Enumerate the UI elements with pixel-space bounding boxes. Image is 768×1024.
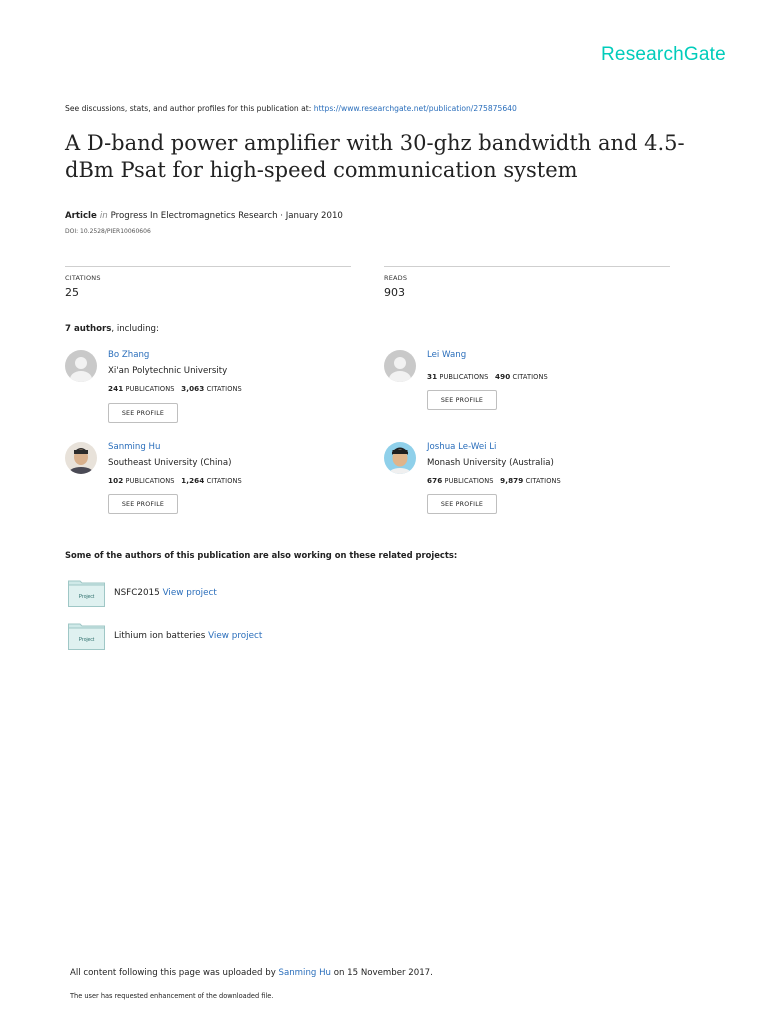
citations-label: CITATIONS (65, 274, 101, 282)
project-folder-icon (68, 579, 105, 607)
citations-label: CITATIONS (525, 477, 561, 485)
project-folder-icon (68, 622, 105, 650)
enhancement-note: The user has requested enhancement of the downloaded file. (70, 992, 274, 1000)
svg-text:Project: Project (78, 637, 95, 643)
citations-label: CITATIONS (512, 373, 548, 381)
publications-label: PUBLICATIONS (444, 477, 494, 485)
project-item (114, 631, 262, 641)
author-name-link[interactable]: Lei Wang (427, 350, 467, 360)
upload-suffix: on 15 November 2017. (333, 968, 433, 978)
paper-title (65, 130, 715, 184)
author-photo-icon[interactable] (384, 442, 416, 474)
author-name-link[interactable]: Sanming Hu (108, 442, 161, 452)
authors-count: 7 authors (65, 324, 112, 334)
venue: Progress In Electromagnetics Research · January 2010 (110, 211, 343, 221)
author-stats (108, 384, 242, 393)
publication-url-link[interactable]: https://www.researchgate.net/publication/275875640 (313, 104, 517, 113)
citations-count: 3,063 (181, 384, 205, 393)
view-project-link[interactable]: View project (162, 588, 217, 598)
see-profile-button[interactable]: SEE PROFILE (108, 403, 178, 423)
discussion-text: See discussions, stats, and author profiles for this publication at: (65, 104, 312, 113)
publications-label: PUBLICATIONS (125, 477, 175, 485)
researchgate-logo[interactable]: ResearchGate (601, 44, 726, 65)
see-profile-button[interactable]: SEE PROFILE (427, 494, 497, 514)
author-name-link[interactable]: Joshua Le-Wei Li (427, 442, 497, 452)
reads-label: READS (384, 274, 408, 282)
discussion-note (65, 104, 517, 113)
project-name: Lithium ion batteries (114, 631, 206, 641)
reads-value: 903 (384, 286, 405, 299)
view-project-link[interactable]: View project (208, 631, 263, 641)
citations-value: 25 (65, 286, 79, 299)
uploader-link[interactable]: Sanming Hu (278, 968, 331, 978)
publications-label: PUBLICATIONS (125, 385, 175, 393)
author-affiliation: Monash University (Australia) (427, 458, 554, 468)
upload-prefix: All content following this page was uploaded by (70, 968, 276, 978)
author-affiliation: Southeast University (China) (108, 458, 232, 468)
publications-count: 102 (108, 476, 124, 485)
project-name: NSFC2015 (114, 588, 160, 598)
doi: DOI: 10.2528/PIER10060606 (65, 228, 151, 235)
article-type: Article (65, 211, 97, 221)
in-word: in (99, 211, 108, 221)
author-name-link[interactable]: Bo Zhang (108, 350, 150, 360)
author-stats (427, 476, 561, 485)
avatar-placeholder-icon[interactable] (65, 350, 97, 382)
related-projects-heading: Some of the authors of this publication are also working on these related projects: (65, 550, 458, 560)
citations-label: CITATIONS (206, 477, 242, 485)
author-stats (427, 372, 548, 381)
upload-note (70, 968, 433, 978)
divider (65, 266, 351, 267)
authors-heading (65, 324, 159, 334)
publications-label: PUBLICATIONS (439, 373, 489, 381)
svg-text:Project: Project (78, 594, 95, 600)
divider (384, 266, 670, 267)
author-stats (108, 476, 242, 485)
authors-including: , including: (111, 324, 159, 334)
citations-count: 9,879 (500, 476, 524, 485)
citations-label: CITATIONS (206, 385, 242, 393)
publications-count: 241 (108, 384, 124, 393)
publications-count: 31 (427, 372, 438, 381)
see-profile-button[interactable]: SEE PROFILE (427, 390, 497, 410)
citations-count: 1,264 (181, 476, 205, 485)
avatar-placeholder-icon[interactable] (384, 350, 416, 382)
author-affiliation: Xi'an Polytechnic University (108, 366, 228, 376)
publications-count: 676 (427, 476, 443, 485)
project-item (114, 588, 217, 598)
title-line-1: A D-band power amplifier with 30-ghz bandwidth and 4.5- (65, 131, 685, 155)
author-photo-icon[interactable] (65, 442, 97, 474)
title-line-2: dBm Psat for high-speed communication system (65, 158, 578, 182)
see-profile-button[interactable]: SEE PROFILE (108, 494, 178, 514)
citations-count: 490 (495, 372, 511, 381)
publication-meta (65, 211, 343, 221)
